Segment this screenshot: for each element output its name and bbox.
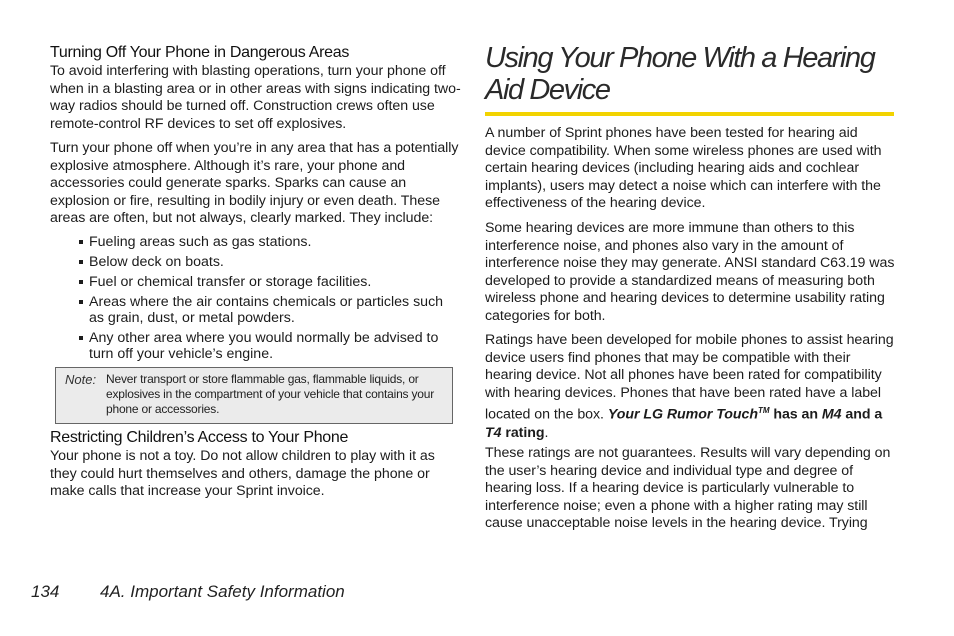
- trademark-mark: TM: [757, 406, 770, 416]
- list-item: Areas where the air contains chemicals or particles such as grain, dust, or metal powders.: [79, 294, 459, 326]
- children-access-paragraph: Your phone is not a toy. Do not allow children to play with it as they could hurt themselves and others, damage the phone or make calls that increase your Sprint invoice.: [50, 448, 435, 500]
- hazard-areas-list: [79, 234, 459, 362]
- list-item: Any other area where you would normally be advised to turn off your vehicle’s engine.: [79, 330, 459, 362]
- hearing-aid-paragraph-4: These ratings are not guarantees. Results will vary depending on the user’s hearing device and individual type and degree of hearing loss. If a hearing device is particularly vulnerable to interference noise; even a phone with a higher rating may still cause unacceptable noise levels in the hearing device. Trying: [485, 445, 891, 532]
- note-box: [55, 367, 453, 424]
- footer-section-title: 4A. Important Safety Information: [100, 582, 345, 601]
- list-item: Below deck on boats.: [79, 254, 459, 270]
- section-heading-children-access: Restricting Children’s Access to Your Phone: [50, 429, 349, 446]
- hearing-aid-paragraph-1: A number of Sprint phones have been tested for hearing aid device compatibility. When some wireless phones are used with certain hearing devices (including hearing aids and cochlear implants), users may detect a noise which can interfere with the effectiveness of the hearing device.: [485, 125, 882, 212]
- bullet-square-icon: [79, 260, 83, 264]
- note-label: Note:: [65, 372, 97, 387]
- title-rule: [485, 112, 894, 116]
- note-text: Never transport or store flammable gas, flammable liquids, or explosives in the compartment of your vehicle that contains your phone or accessories.: [106, 372, 435, 417]
- bullet-square-icon: [79, 336, 83, 340]
- dangerous-areas-paragraph-1: To avoid interfering with blasting operations, turn your phone off when in a blasting area or in other areas with signs indicating two-way radios should be turned off. Construction crews often use remote-control RF devices to set off explosives.: [50, 63, 461, 132]
- dangerous-areas-paragraph-2: Turn your phone off when you’re in any area that has a potentially explosive atmosphere. Although it’s rare, your phone and accessories could generate sparks. Sparks can cause an explosion or fire, resulting in bodily injury or even death. These areas are often, but not always, clearly marked. They include:: [50, 140, 459, 227]
- section-heading-dangerous-areas: Turning Off Your Phone in Dangerous Areas: [50, 44, 350, 61]
- hearing-aid-paragraph-3: Ratings have been developed for mobile phones to assist hearing device users find phones that may be compatible with their hearing device. Not all phones have been rated for compatibility with hearing devices. Phones that have been rated have a label located on the box. Your LG Rumor Touch™ has an M4 and a T4 rating.: [485, 332, 894, 441]
- rating-t4: T4: [485, 424, 502, 441]
- page-title: Using Your Phone With a Hearing Aid Device: [485, 42, 875, 106]
- page-number: 134: [31, 582, 60, 601]
- list-item: Fuel or chemical transfer or storage facilities.: [79, 274, 459, 290]
- bullet-square-icon: [79, 280, 83, 284]
- bullet-square-icon: [79, 240, 83, 244]
- hearing-aid-paragraph-2: Some hearing devices are more immune than others to this interference noise, and phones also vary in the amount of interference noise they may generate. ANSI standard C63.19 was developed to provide a standardized means of measuring both wireless phone and hearing devices to determine usability rating categories for both.: [485, 220, 895, 324]
- rating-m4: M4: [821, 407, 842, 424]
- bullet-square-icon: [79, 300, 83, 304]
- product-name: Your LG Rumor Touch: [607, 407, 758, 424]
- list-item: Fueling areas such as gas stations.: [79, 234, 459, 250]
